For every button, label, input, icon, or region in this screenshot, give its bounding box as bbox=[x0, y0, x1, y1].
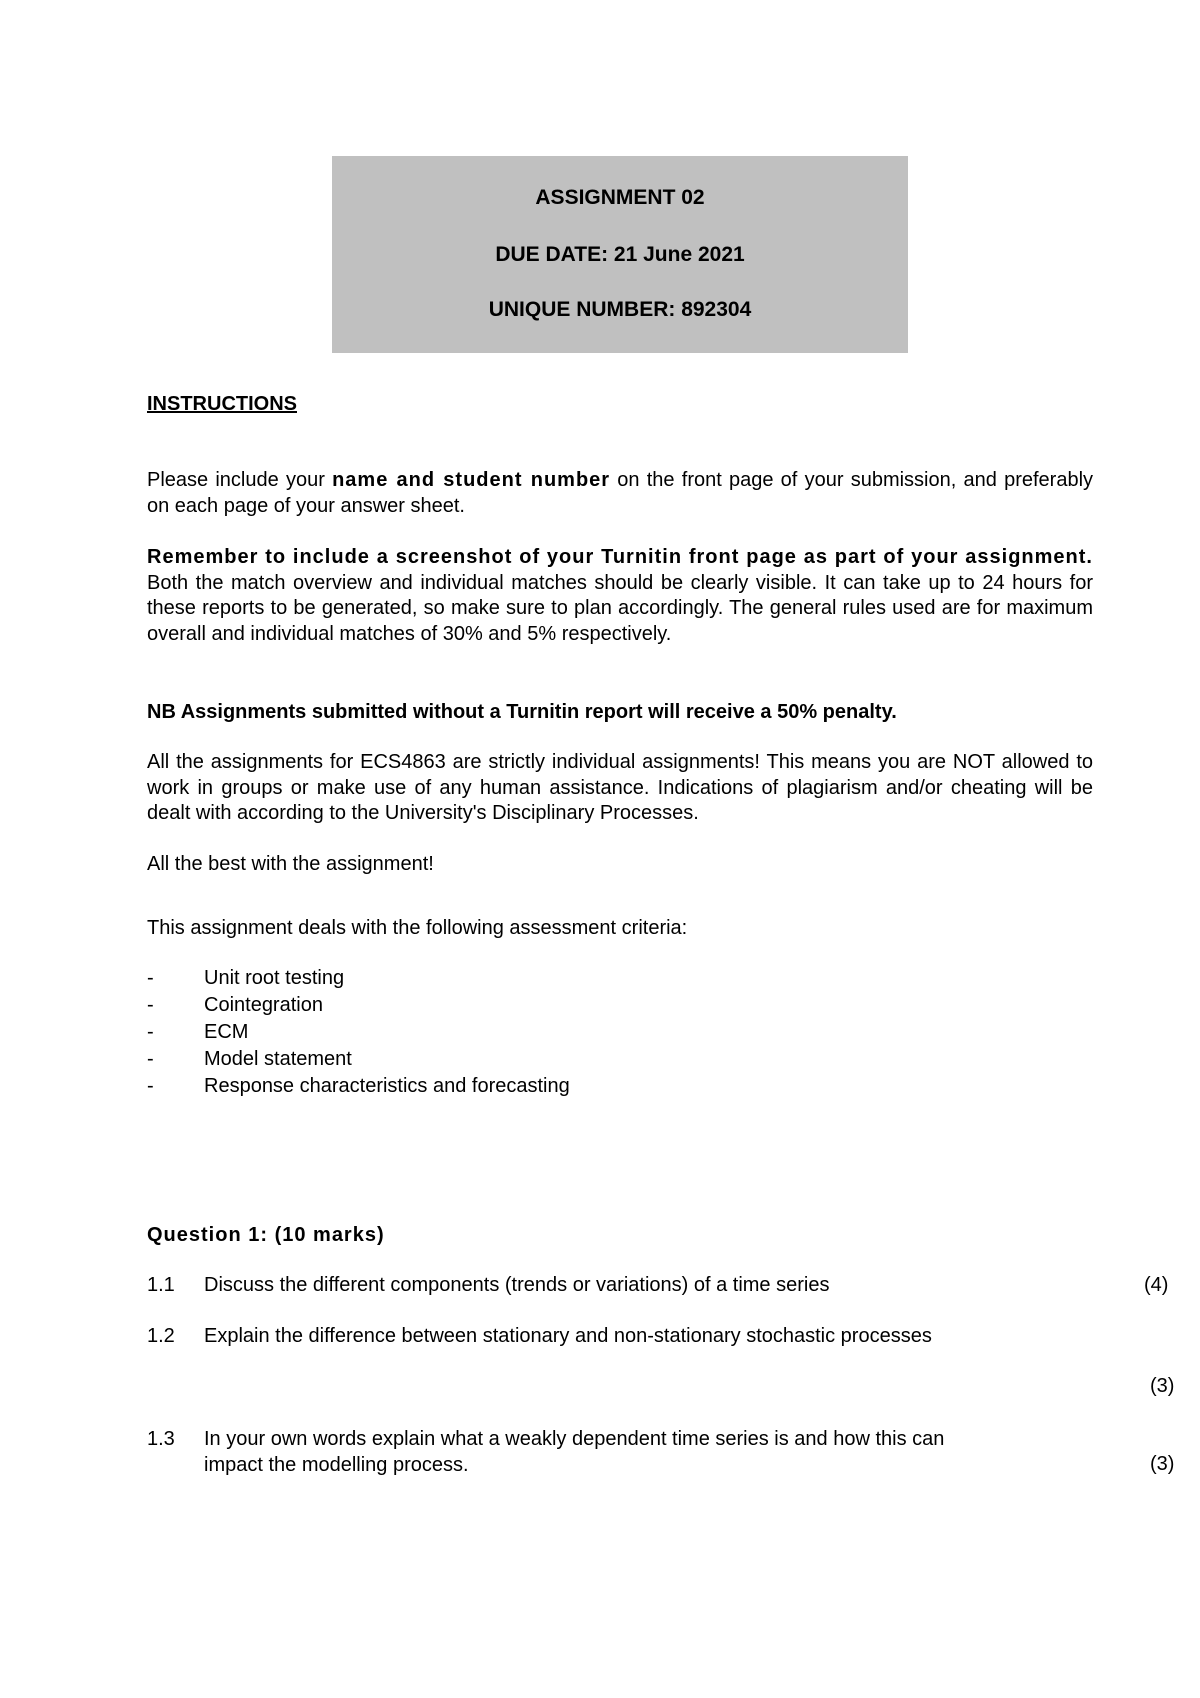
assignment-title: ASSIGNMENT 02 bbox=[535, 186, 705, 209]
question-text: Discuss the different components (trends or variations) of a time series bbox=[204, 1274, 830, 1296]
criteria-text: ECM bbox=[204, 1021, 249, 1043]
question-number: 1.1 bbox=[147, 1274, 175, 1296]
best-wishes: All the best with the assignment! bbox=[147, 853, 434, 875]
question-number: 1.2 bbox=[147, 1325, 175, 1347]
bullet-dash: - bbox=[147, 1021, 154, 1043]
turnitin-details: Both the match overview and individual matches should be clearly visible. It can take up to 24 hours for these reports to be generated, so make sure to plan accordingly. The general rules used are for maximum overall and individual matches of 30% and 5% respectively. bbox=[147, 571, 1093, 645]
p1-text-start: Please include your bbox=[147, 469, 333, 491]
question-marks: (4) bbox=[1144, 1274, 1169, 1296]
question-number: 1.3 bbox=[147, 1428, 175, 1450]
unique-number: UNIQUE NUMBER: 892304 bbox=[488, 298, 752, 321]
instructions-heading: INSTRUCTIONS bbox=[147, 393, 297, 415]
assignment-header-box bbox=[332, 156, 908, 353]
criteria-text: Model statement bbox=[204, 1048, 352, 1070]
question-marks: (3) bbox=[1150, 1453, 1175, 1475]
turnitin-reminder: Remember to include a screenshot of your Turnitin front page as part of your assignment. bbox=[147, 546, 1093, 568]
criteria-text: Response characteristics and forecasting bbox=[204, 1075, 570, 1097]
individual-assignment-notice: All the assignments for ECS4863 are strictly individual assignments! This means you are NOT allowed to work in groups or make use of any human assistance. Indications of plagiarism and/or cheating will be dealt with according to the University's Disciplinary Processes. bbox=[147, 751, 1093, 824]
instructions-paragraph-2 bbox=[147, 545, 1093, 647]
question-marks: (3) bbox=[1150, 1375, 1175, 1397]
bullet-dash: - bbox=[147, 994, 154, 1016]
bullet-dash: - bbox=[147, 1075, 154, 1097]
instructions-paragraph-1 bbox=[147, 468, 1093, 519]
criteria-text: Cointegration bbox=[204, 994, 323, 1016]
question-1-heading: Question 1: (10 marks) bbox=[147, 1224, 385, 1246]
p1-text-end: on the front page of your submission, and preferably on each page of your answer sheet. bbox=[147, 469, 1094, 517]
assessment-criteria-intro: This assignment deals with the following assessment criteria: bbox=[147, 917, 688, 939]
question-text: Explain the difference between stationary and non-stationary stochastic processes bbox=[204, 1325, 932, 1347]
nb-penalty-notice: NB Assignments submitted without a Turnitin report will receive a 50% penalty. bbox=[147, 701, 897, 723]
bullet-dash: - bbox=[147, 967, 154, 989]
due-date: DUE DATE: 21 June 2021 bbox=[495, 243, 745, 266]
question-text: In your own words explain what a weakly dependent time series is and how this can impact the modelling process. bbox=[204, 1428, 945, 1476]
bullet-dash: - bbox=[147, 1048, 154, 1070]
p1-bold-text: name and student number bbox=[332, 469, 611, 491]
criteria-text: Unit root testing bbox=[204, 967, 345, 989]
